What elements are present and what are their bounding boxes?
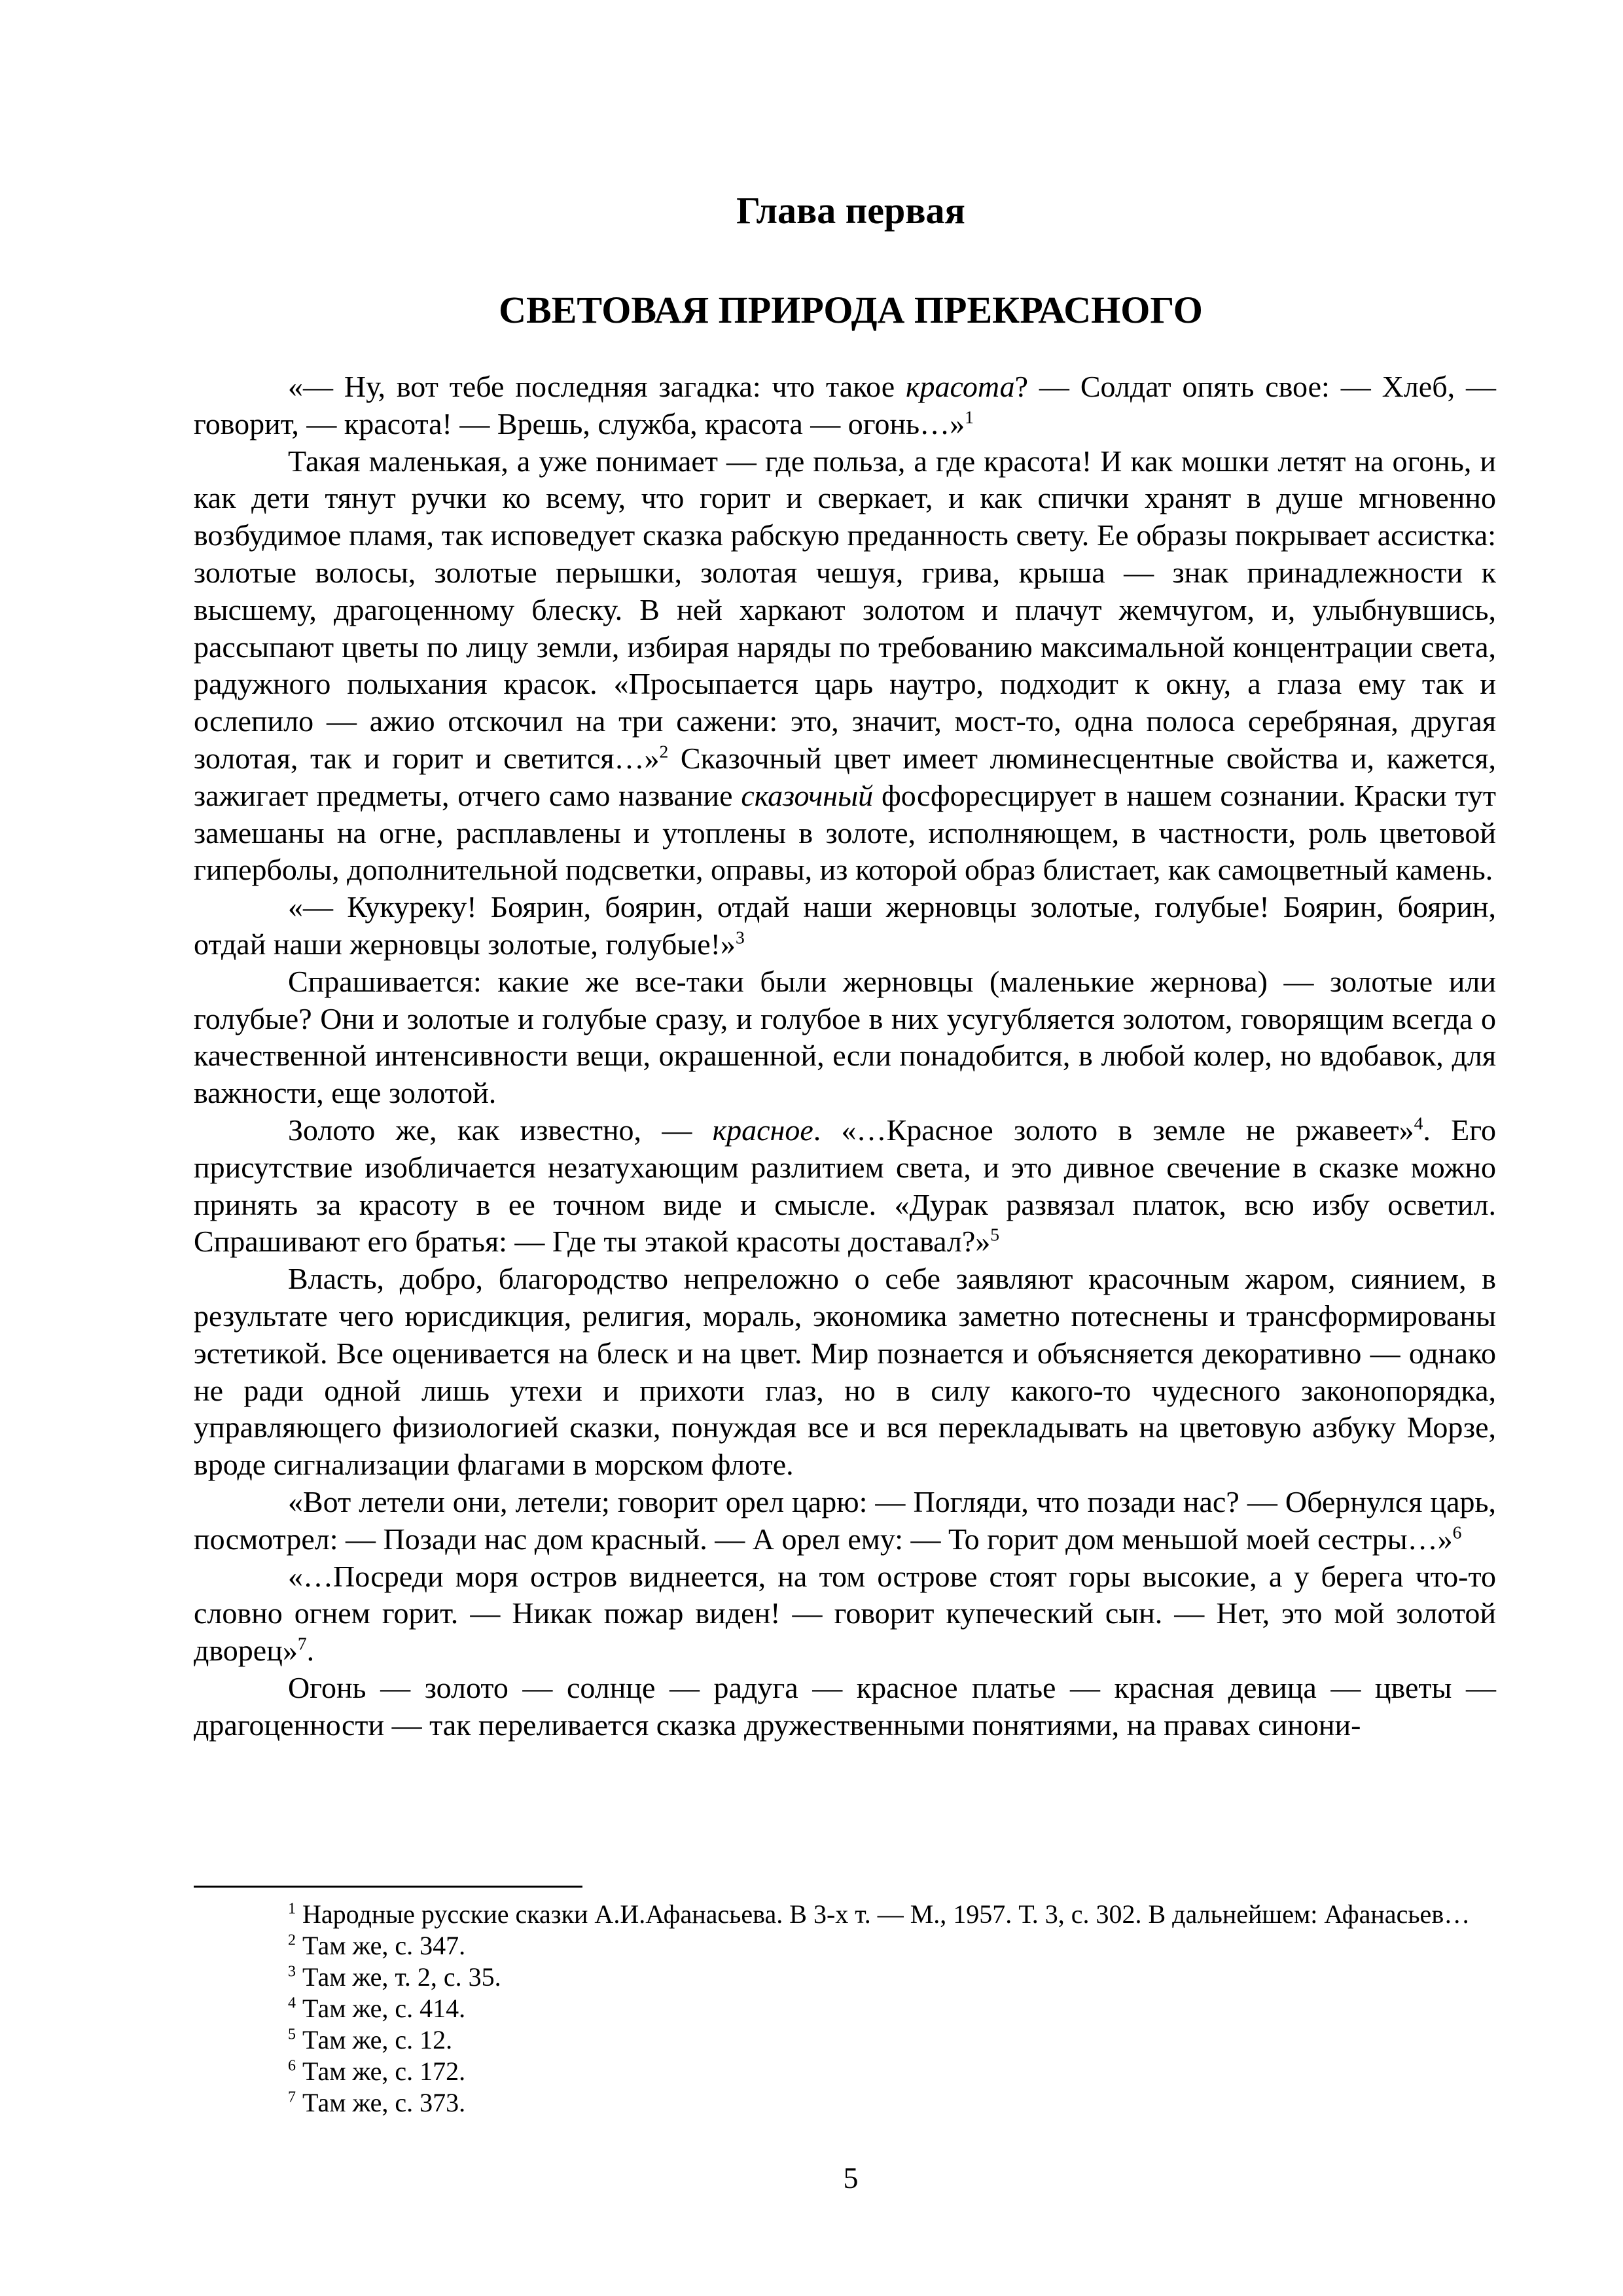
paragraph-text: Сказочный цвет имеет люминесцентные свойства и, кажется, зажигает предметы, отчего само название xyxy=(194,741,1496,812)
paragraph-text: «— Ну, вот тебе последняя загадка: что такое xyxy=(288,370,906,403)
page-number: 5 xyxy=(843,2161,859,2195)
footnote-number: 6 xyxy=(288,2057,296,2075)
footnotes xyxy=(194,1899,1496,2119)
paragraph-text: . Его присутствие изобличается незатухающим разлитием света, и это дивное свечение в сказке можно принять за красоту в ее точном виде и смысле. «Дурак развязал платок, всю избу осветил. Спрашивают его братья: — Где ты этакой красоты доставал?» xyxy=(194,1113,1496,1259)
chapter-title: Глава первая xyxy=(736,189,965,232)
paragraph-text: «— Кукуреку! Боярин, боярин, отдай наши жерновцы золотые, голубые! Боярин, боярин, отдай наши жерновцы золотые, голубые!» xyxy=(194,890,1496,961)
paragraph xyxy=(194,1484,1496,1558)
footnote xyxy=(194,2087,1496,2119)
footnote xyxy=(194,1899,1496,1930)
section-title: СВЕТОВАЯ ПРИРОДА ПРЕКРАСНОГО xyxy=(499,289,1203,331)
paragraph-text: . xyxy=(306,1634,315,1668)
footnote-ref: 2 xyxy=(659,741,669,762)
footnote-number: 5 xyxy=(288,2026,296,2043)
paragraph-text: . «…Красное золото в земле не ржавеет» xyxy=(813,1113,1414,1147)
footnote-ref: 5 xyxy=(990,1225,1000,1245)
emphasis-text: красота xyxy=(906,370,1015,403)
paragraph xyxy=(194,1670,1496,1744)
footnote-text: Народные русские сказки А.И.Афанасьева. В 3-х т. — М., 1957. Т. 3, с. 302. В дальнейшем: Афанасьев… xyxy=(296,1899,1471,1929)
footnote-text: Там же, т. 2, с. 35. xyxy=(296,1962,501,1992)
paragraph-text: Огонь — золото — солнце — радуга — красное платье — красная девица — цветы — драгоценности — так переливается сказка дружественными понятиями, на правах синони- xyxy=(194,1670,1496,1742)
paragraph-text: Спрашивается: какие же все-таки были жерновцы (маленькие жернова) — золотые или голубые? Они и золотые и голубые сразу, и голубое в них усугубляется золотом, говорящим всегда о качественной интенсивности вещи, окрашенной, если понадобится, в любой колер, но вдобавок, для важности, еще золотой. xyxy=(194,964,1496,1110)
footnote-number: 2 xyxy=(288,1931,296,1949)
footnote xyxy=(194,1962,1496,1993)
footnote-text: Там же, с. 12. xyxy=(296,2025,453,2054)
paragraph-text: ? — Солдат опять свое: — Хлеб, — говорит, — красота! — Врешь, служба, красота — огонь…» xyxy=(194,370,1496,440)
paragraph xyxy=(194,368,1496,443)
footnote xyxy=(194,2024,1496,2056)
footnote-number: 7 xyxy=(288,2089,296,2106)
paragraph-text: «…Посреди моря остров виднеется, на том острове стоят горы высокие, а у берега что-то словно огнем горит. — Никак пожар виден! — говорит купеческий сын. — Нет, это мой золотой дворец» xyxy=(194,1559,1496,1668)
footnote-ref: 6 xyxy=(1452,1522,1462,1543)
footnote-text: Там же, с. 172. xyxy=(296,2056,466,2086)
paragraph xyxy=(194,963,1496,1112)
footnote-ref: 7 xyxy=(297,1633,307,1654)
emphasis-text: красное xyxy=(712,1113,813,1147)
footnote-ref: 4 xyxy=(1414,1113,1423,1134)
footnote-text: Там же, с. 347. xyxy=(296,1931,466,1960)
paragraph xyxy=(194,1261,1496,1484)
footnote-number: 1 xyxy=(288,1900,296,1918)
footnote-ref: 3 xyxy=(735,927,745,948)
body-text xyxy=(194,368,1496,1744)
paragraph-text: Золото же, как известно, — xyxy=(288,1113,713,1147)
footnote xyxy=(194,1930,1496,1962)
paragraph-text: Такая маленькая, а уже понимает — где польза, а где красота! И как мошки летят на огонь, и как дети тянут ручки ко всему, что горит и сверкает, и как спички хранят в душе мгновенно возбудимое пламя, так исповедует сказка рабскую преданность свету. Ее образы покрывает ассистка: золотые волосы, золотые перышки, золотая чешуя, грива, крыша — знак принадлежности к высшему, драгоценному блеску. В ней харкают золотом и плачут жемчугом, и, улыбнувшись, рассыпают цветы по лицу земли, избирая наряды по требованию максимальной концентрации света, радужного полыхания красок. «Просыпается царь наутро, подходит к окну, а глаза ему так и ослепило — ажио отскочил на три сажени: это, значит, мост-то, одна полоса серебряная, другая золотая, так и горит и светится…» xyxy=(194,444,1496,775)
footnote-number: 3 xyxy=(288,1963,296,1981)
footnote-text: Там же, с. 373. xyxy=(296,2088,466,2117)
paragraph-text: Власть, добро, благородство непреложно о себе заявляют красочным жаром, сиянием, в результате чего юрисдикция, религия, мораль, экономика заметно потеснены и трансформированы эстетикой. Все оценивается на блеск и на цвет. Мир познается и объясняется декоративно — однако не ради одной лишь утехи и прихоти глаз, но в силу какого-то чудесного законопорядка, управляющего физиологией сказки, понуждая все и вся перекладывать на цветовую азбуку Морзе, вроде сигнализации флагами в морском флоте. xyxy=(194,1262,1496,1482)
footnote-ref: 1 xyxy=(965,406,974,427)
paragraph xyxy=(194,1112,1496,1261)
footnote-divider xyxy=(194,1886,582,1888)
footnote-text: Там же, с. 414. xyxy=(296,1994,466,2023)
paragraph xyxy=(194,889,1496,963)
paragraph xyxy=(194,1558,1496,1670)
paragraph-text: фосфоресцирует в нашем сознании. Краски тут замешаны на огне, расплавлены и утоплены в золоте, исполняющем, в частности, роль цветовой гиперболы, дополнительной подсветки, оправы, из которой образ блистает, как самоцветный камень. xyxy=(194,778,1496,887)
emphasis-text: сказочный xyxy=(741,778,874,812)
footnote xyxy=(194,1993,1496,2024)
footnote-number: 4 xyxy=(288,1994,296,2012)
footnote xyxy=(194,2056,1496,2087)
paragraph xyxy=(194,443,1496,889)
paragraph-text: «Вот летели они, летели; говорит орел царю: — Погляди, что позади нас? — Обернулся царь, посмотрел: — Позади нас дом красный. — А орел ему: — То горит дом меньшой моей сестры…» xyxy=(194,1484,1496,1556)
